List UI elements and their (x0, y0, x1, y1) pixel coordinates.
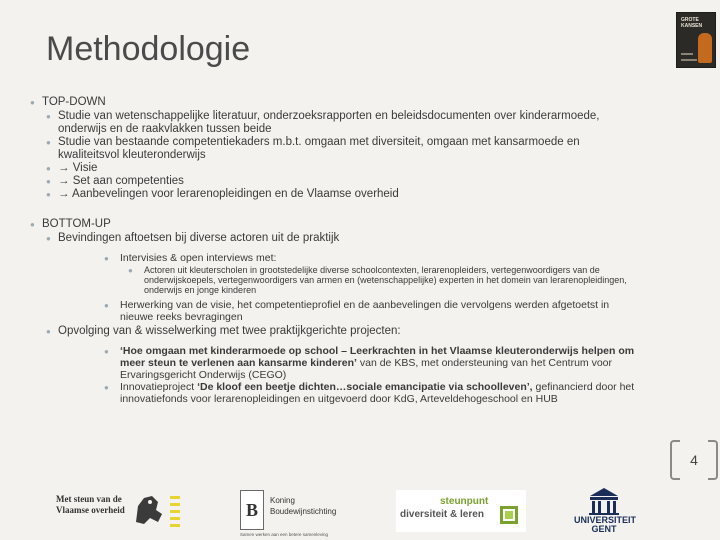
slide-content (30, 96, 640, 405)
section-heading-top-down: TOP-DOWN (42, 96, 106, 108)
list-item: ● Studie van bestaande competentiekaders m.b.t. omgaan met diversiteit, omgaan met kansarmoede en kwaliteitsvol kleuteronderwijs (46, 136, 580, 161)
page-title: Methodologie (46, 30, 251, 68)
child-figure-icon (698, 33, 712, 63)
bullet-icon: ● (46, 177, 51, 186)
ugent-building-icon (574, 486, 634, 516)
list-item: ● → Set aan competenties (46, 175, 184, 187)
section-heading-bottom-up: BOTTOM-UP (42, 218, 111, 230)
list-item (30, 218, 640, 231)
page-number-box (670, 440, 718, 480)
bullet-icon: ● (46, 164, 51, 173)
bullet-icon: ● (104, 301, 109, 310)
kbs-emblem-icon: B (240, 490, 264, 530)
steunpunt-diversiteit-logo: steunpunt diversiteit & leren (396, 490, 526, 532)
book-cover-image (676, 12, 716, 68)
bullet-icon: ● (104, 383, 109, 392)
koning-boudewijnstichting-logo: B Koning Boudewijnstichting Samen werken aan een betere samenleving (238, 488, 348, 534)
bullet-icon: ● (46, 112, 51, 121)
page-number: 4 (690, 452, 698, 468)
bullet-icon: ● (46, 138, 51, 147)
vlaamse-overheid-logo: Met steun van de Vlaamse overheid (50, 490, 185, 530)
bullet-icon: ● (104, 347, 109, 356)
list-item: ● Bevindingen aftoetsen bij diverse actoren uit de praktijk (46, 232, 340, 244)
list-item: ● → Visie (46, 162, 98, 174)
list-item: ● Studie van wetenschappelijke literatuur, onderzoeksrapporten en beleidsdocumenten over kinderarmoede, onderwijs en de raakvlakken tussen beide (46, 110, 600, 135)
list-item: ● Opvolging van & wisselwerking met twee praktijkgerichte projecten: (46, 325, 401, 337)
list-item: ● Intervisies & open interviews met: (104, 252, 277, 264)
bullet-icon: ● (128, 266, 133, 275)
list-item: ● Innovatieproject ‘De kloof een beetje dichten…sociale emancipatie via schoolleven’, gefinancierd door het innovatiefonds voor lerarenopleidingen en uitgevoerd door KdG, Arteveldehogeschool en HUB (104, 381, 635, 405)
bullet-icon: ● (30, 220, 35, 229)
list-item: ● Actoren uit kleuterscholen in grootstedelijke diverse schoolcontexten, lerarenopleiders, vertegenwoordigers van de onderwijskoepels, vertegenwoordigers van armen en (wetenschappelijke) experten in het domein van lerarenopleidingen, onderwijs en jonge kinderen (128, 265, 627, 295)
bullet-icon: ● (46, 234, 51, 243)
bullet-icon: ● (46, 327, 51, 336)
list-item: ● Herwerking van de visie, het competentieprofiel en de aanbevelingen die vervolgens werden afgetoetst in nieuwe reeks bevragingen (104, 299, 610, 323)
book-cover-title: GROTE KANSEN (681, 17, 703, 29)
bullet-icon: ● (46, 190, 51, 199)
bullet-icon: ● (104, 254, 109, 263)
ugent-logo: UNIVERSITEIT GENT (574, 486, 634, 534)
list-item: ● ‘Hoe omgaan met kinderarmoede op school – Leerkrachten in het Vlaamse kleuteronderwijs helpen om meer steun te verlenen aan kansarme kinderen’ van de KBS, met ondersteuning van het Centrum voor Ervaringsgericht Onderwijs (CEGO) (104, 345, 635, 381)
list-item: ● → Aanbevelingen voor lerarenopleidingen en de Vlaamse overheid (46, 188, 399, 200)
flemish-lion-icon (128, 492, 184, 528)
bullet-icon: ● (30, 98, 35, 107)
list-item (30, 96, 640, 109)
